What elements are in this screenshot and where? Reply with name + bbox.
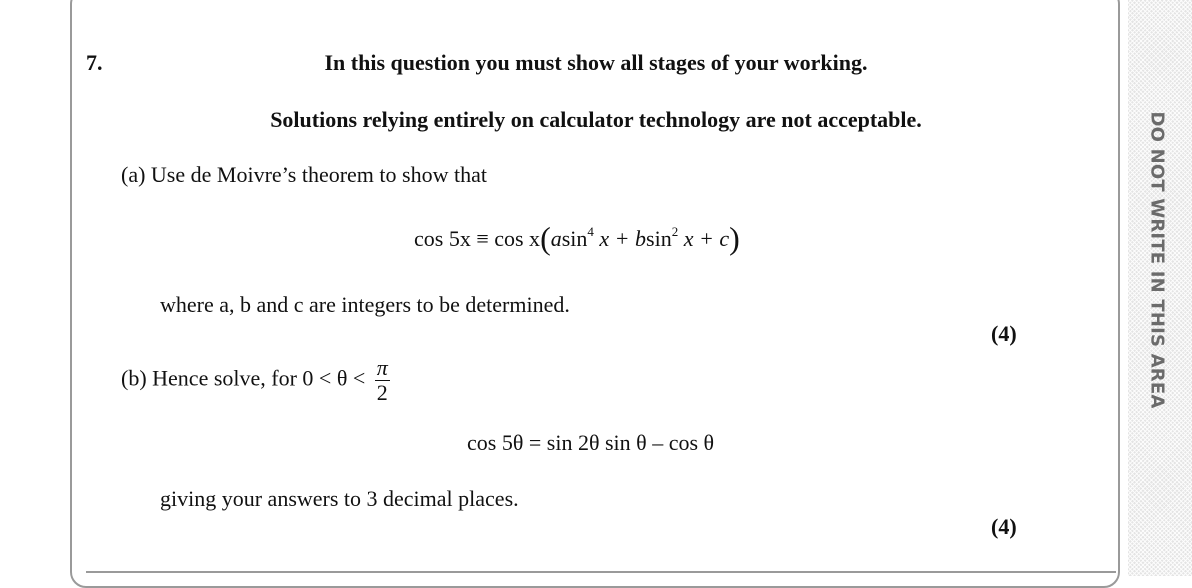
part-a-where: where a, b and c are integers to be determined.: [160, 292, 570, 317]
part-b-giving: giving your answers to 3 decimal places.: [160, 486, 519, 511]
coef-a: a: [550, 226, 562, 251]
coef-b: b: [635, 226, 647, 251]
part-b-prompt: [121, 356, 390, 405]
instruction-calculator: Solutions relying entirely on calculator technology are not acceptable.: [270, 107, 922, 132]
instruction-working: In this question you must show all stages of your working.: [324, 50, 868, 75]
divider-line: [86, 571, 1116, 573]
part-a-prompt: [121, 162, 487, 188]
open-paren: (: [540, 220, 551, 256]
sin-term-2: sin: [646, 226, 672, 251]
fraction-numerator: π: [376, 355, 388, 380]
part-a-marks: (4): [991, 321, 1017, 346]
power-4: 4: [587, 224, 594, 239]
fraction-denominator: 2: [375, 380, 390, 405]
part-a-text: Use de Moivre’s theorem to show that: [150, 162, 487, 187]
x-term-2: x +: [683, 226, 720, 251]
part-b-marks: (4): [991, 514, 1017, 539]
part-a-equation: [414, 220, 740, 256]
sin-term-1: sin: [561, 226, 588, 251]
fraction-pi-over-2: [375, 356, 390, 405]
power-2: 2: [671, 224, 679, 239]
part-b-text: Hence solve, for 0 < θ <: [152, 365, 366, 391]
part-b-label: (b): [121, 365, 147, 391]
close-paren: ): [729, 220, 740, 256]
question-number: 7.: [86, 50, 103, 75]
equation-lhs: cos 5x ≡ cos x: [414, 226, 541, 251]
x-term-1: x +: [599, 226, 636, 251]
coef-c: c: [719, 226, 730, 251]
do-not-write-label: DO NOT WRITE IN THIS AREA: [1146, 111, 1168, 409]
part-b-equation: cos 5θ = sin 2θ sin θ – cos θ: [467, 430, 715, 455]
part-a-label: (a): [121, 162, 146, 187]
